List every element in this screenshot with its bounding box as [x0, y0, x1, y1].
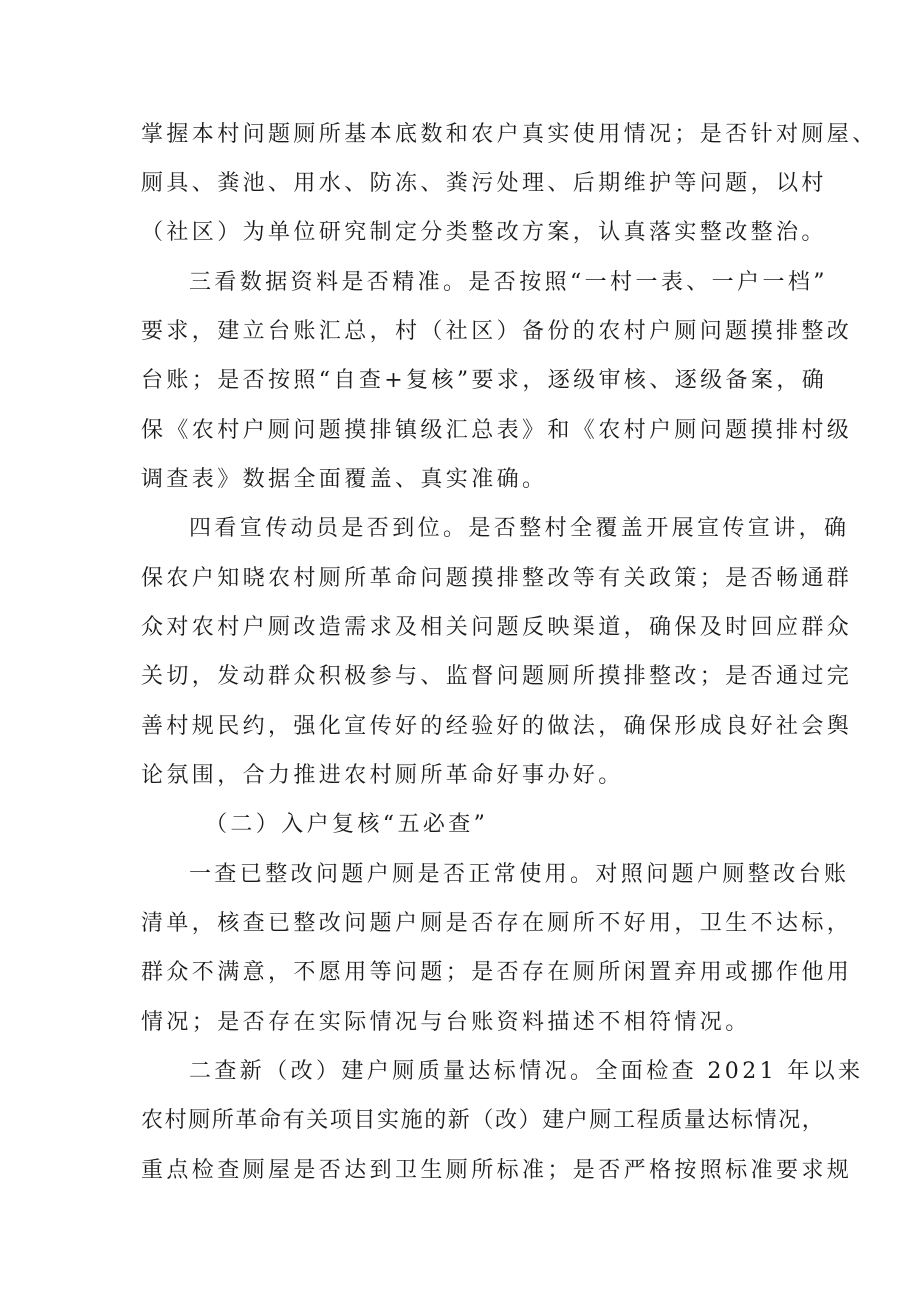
paragraph-line: 厕具、粪池、用水、防冻、粪污处理、后期维护等问题，以村 [141, 171, 827, 196]
paragraph-line: 情况；是否存在实际情况与台账资料描述不相符情况。 [141, 1010, 751, 1035]
paragraph-line: 四看宣传动员是否到位。是否整村全覆盖开展宣传宣讲，确 [189, 516, 850, 541]
paragraph-line: 论氛围，合力推进农村厕所革命好事办好。 [141, 763, 624, 788]
paragraph-line: 关切，发动群众积极参与、监督问题厕所摸排整改；是否通过完 [141, 664, 853, 689]
section-heading: （二）入户复核“五必查” [205, 812, 489, 837]
paragraph-line: 三看数据资料是否精准。是否按照“一村一表、一户一档” [189, 270, 828, 295]
paragraph-line: 保《农村户厕问题摸排镇级汇总表》和《农村户厕问题摸排村级 [141, 418, 853, 443]
paragraph-line: （社区）为单位研究制定分类整改方案，认真落实整改整治。 [141, 220, 827, 245]
paragraph-line: 一查已整改问题户厕是否正常使用。对照问题户厕整改台账 [189, 862, 850, 887]
paragraph-line: 清单，核查已整改问题户厕是否存在厕所不好用，卫生不达标， [141, 911, 853, 936]
paragraph-line: 调查表》数据全面覆盖、真实准确。 [141, 467, 548, 492]
paragraph-line: 农村厕所革命有关项目实施的新（改）建户厕工程质量达标情况， [141, 1108, 826, 1133]
paragraph-line: 掌握本村问题厕所基本底数和农户真实使用情况；是否针对厕屋、 [141, 122, 878, 147]
paragraph-line: 善村规民约，强化宣传好的经验好的做法，确保形成良好社会舆 [141, 714, 853, 739]
paragraph-line: 台账；是否按照“自查+复核”要求，逐级审核、逐级备案，确 [141, 368, 828, 393]
paragraph-line: 保农户知晓农村厕所革命问题摸排整改等有关政策；是否畅通群 [141, 566, 853, 591]
paragraph-line: 重点检查厕屋是否达到卫生厕所标准；是否严格按照标准要求规 [141, 1158, 853, 1183]
paragraph-line: 群众不满意，不愿用等问题；是否存在厕所闲置弃用或挪作他用 [141, 960, 853, 985]
paragraph-line: 要求，建立台账汇总，村（社区）备份的农村户厕问题摸排整改 [141, 319, 853, 344]
paragraph-line: 二查新（改）建户厕质量达标情况。全面检查 2021 年以来 [189, 1059, 864, 1084]
paragraph-line: 众对农村户厕改造需求及相关问题反映渠道，确保及时回应群众 [141, 615, 853, 640]
